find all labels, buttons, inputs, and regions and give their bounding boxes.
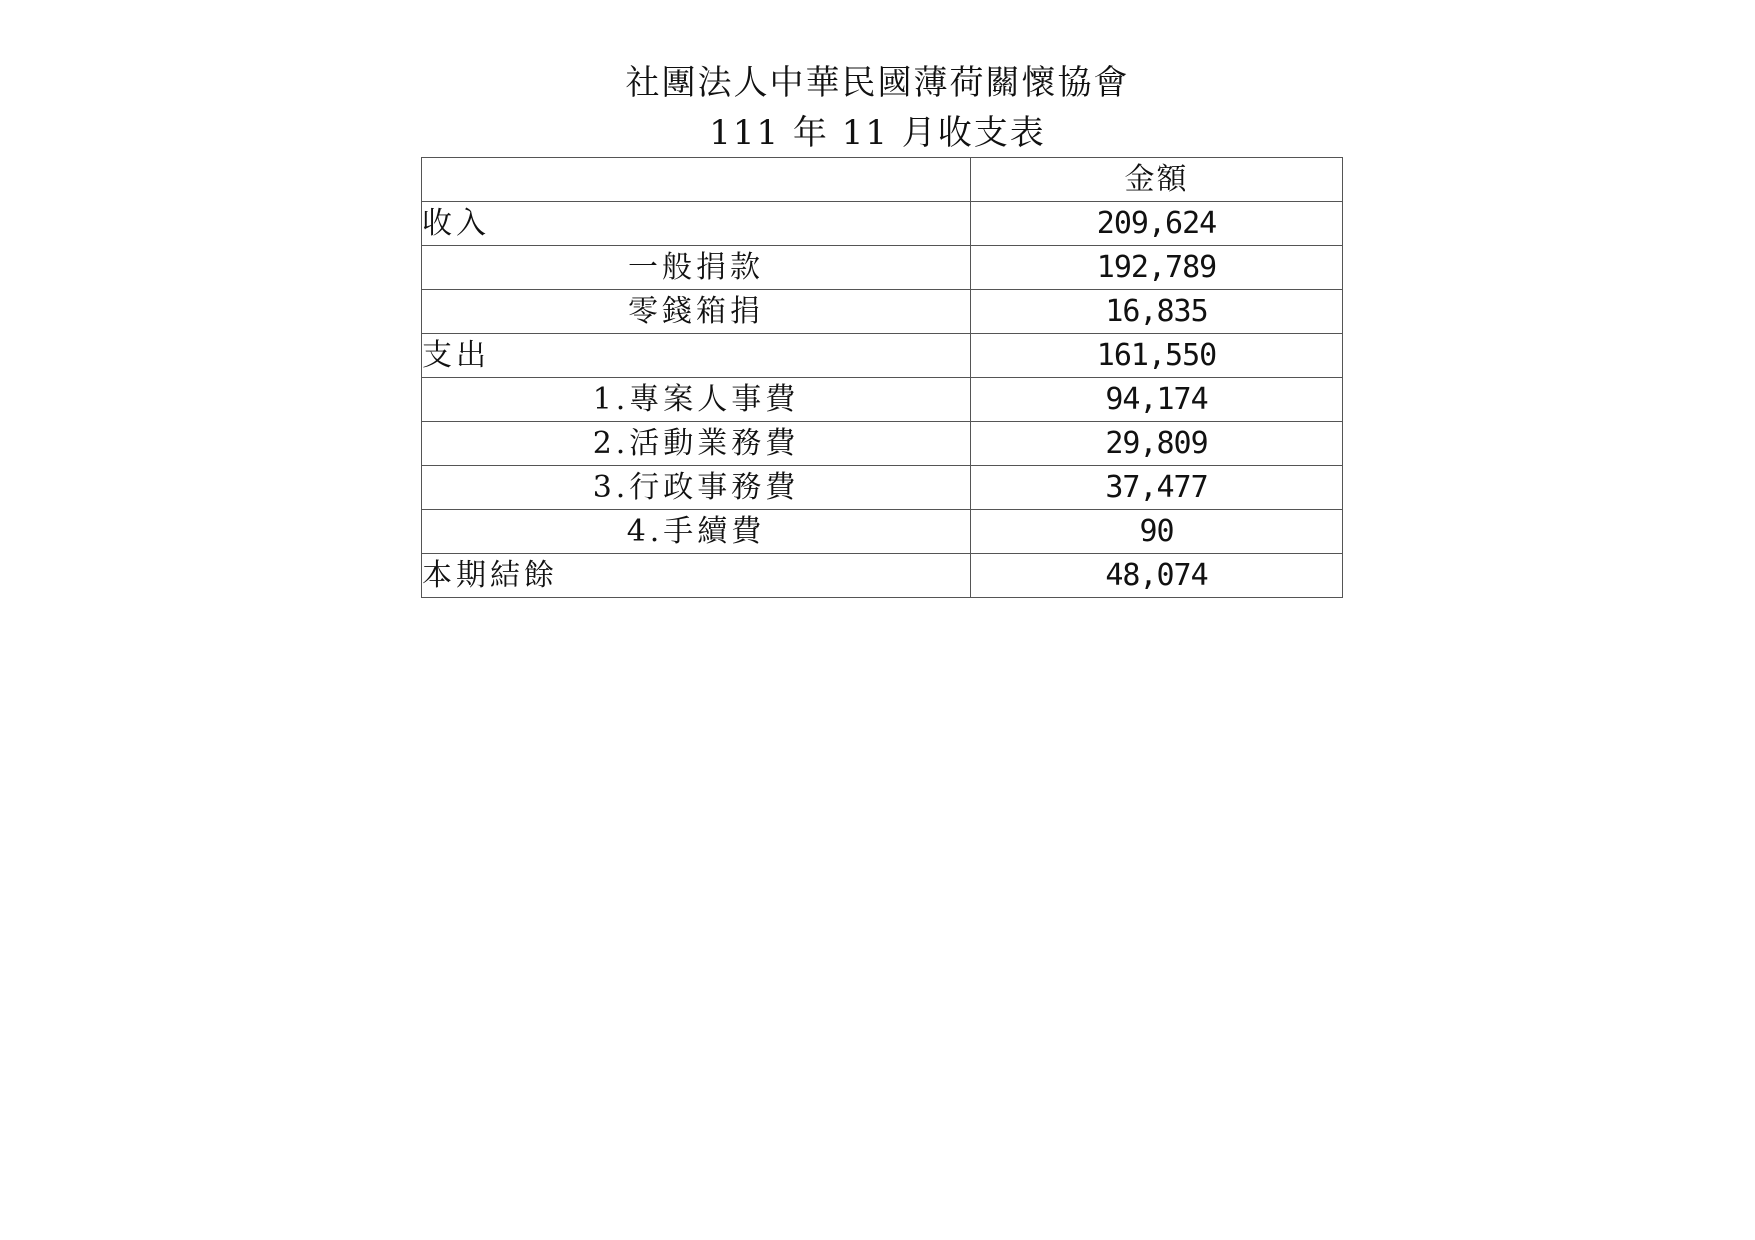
row-label: 零錢箱捐	[422, 290, 971, 334]
table-row-income	[422, 202, 1343, 246]
row-amount: 209,624	[971, 202, 1343, 246]
table-row-coin-box-donation	[422, 290, 1343, 334]
table-row-handling-fee	[422, 510, 1343, 554]
table-row-expense	[422, 334, 1343, 378]
document-title	[0, 58, 1755, 158]
row-amount: 94,174	[971, 378, 1343, 422]
row-label: 本期結餘	[422, 554, 971, 598]
row-label: 收入	[422, 202, 971, 246]
table-row-period-balance	[422, 554, 1343, 598]
row-amount: 37,477	[971, 466, 1343, 510]
table-row-activity-operations	[422, 422, 1343, 466]
row-label: 4.手續費	[422, 510, 971, 554]
row-amount: 16,835	[971, 290, 1343, 334]
row-amount: 90	[971, 510, 1343, 554]
header-label-cell	[422, 158, 971, 202]
header-amount-cell: 金額	[971, 158, 1343, 202]
income-expense-table	[421, 157, 1343, 598]
report-title: 111 年 11 月收支表	[709, 113, 1046, 153]
row-label: 2.活動業務費	[422, 422, 971, 466]
row-amount: 192,789	[971, 246, 1343, 290]
table-row-general-donation	[422, 246, 1343, 290]
row-amount: 48,074	[971, 554, 1343, 598]
table-header-row	[422, 158, 1343, 202]
row-label: 3.行政事務費	[422, 466, 971, 510]
row-amount: 161,550	[971, 334, 1343, 378]
row-label: 一般捐款	[422, 246, 971, 290]
row-label: 1.專案人事費	[422, 378, 971, 422]
table-row-project-personnel	[422, 378, 1343, 422]
row-label: 支出	[422, 334, 971, 378]
row-amount: 29,809	[971, 422, 1343, 466]
organization-name: 社團法人中華民國薄荷關懷協會	[625, 63, 1130, 103]
table-row-administrative	[422, 466, 1343, 510]
